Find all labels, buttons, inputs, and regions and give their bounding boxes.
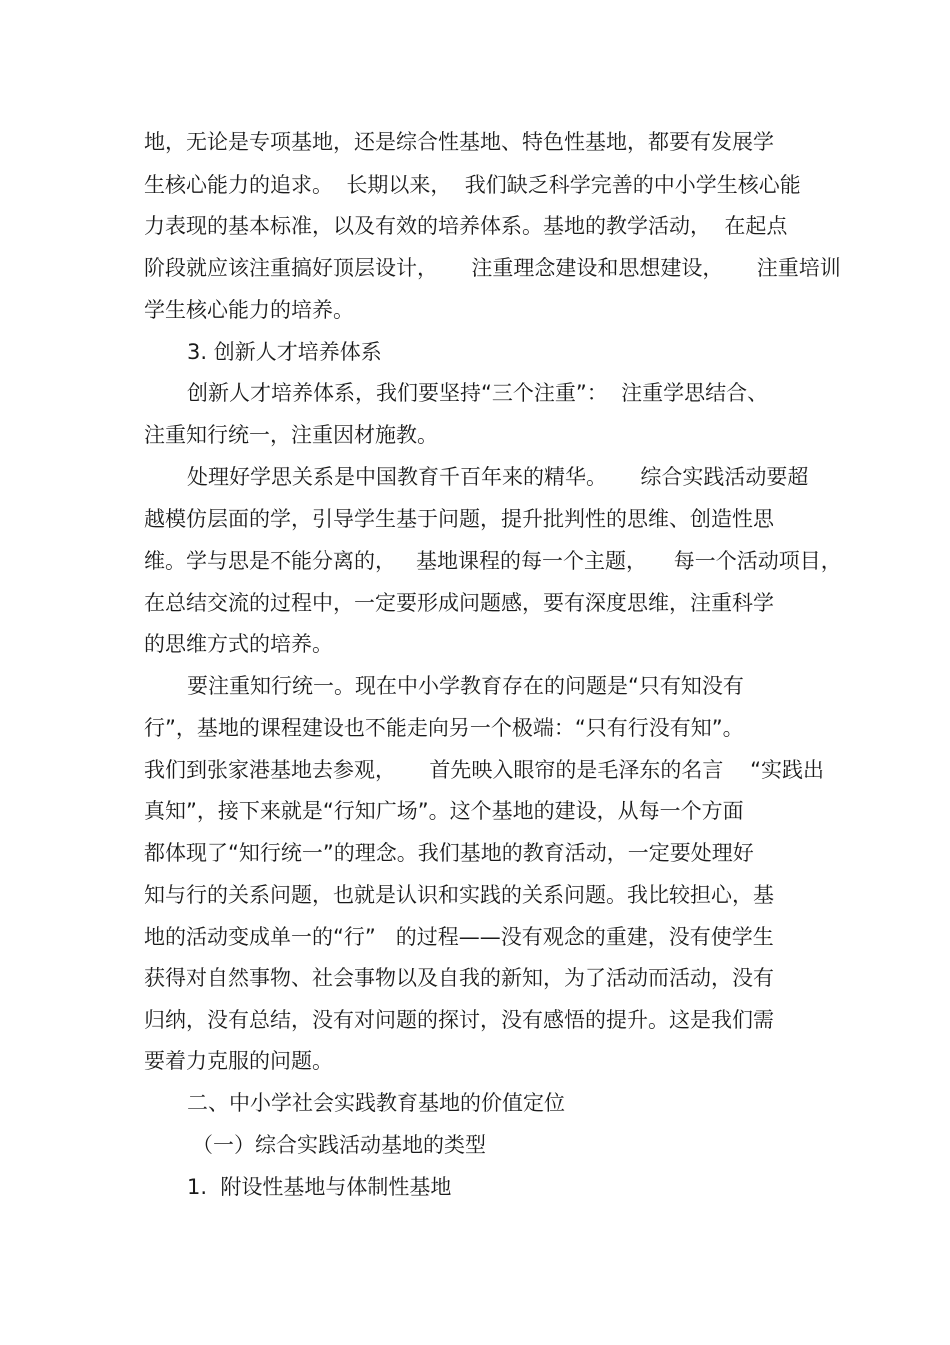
text-line: 知与行的关系问题，也就是认识和实践的关系问题。我比较担心，基 bbox=[144, 883, 774, 907]
text-line: 的思维方式的培养。 bbox=[144, 632, 333, 656]
text-line: 我们到张家港基地去参观， 首先映入眼帘的是毛泽东的名言 “实践出 bbox=[144, 758, 824, 782]
text-line: 生核心能力的追求。 长期以来， 我们缺乏科学完善的中小学生核心能 bbox=[144, 173, 801, 197]
text-line: 地，无论是专项基地，还是综合性基地、特色性基地，都要有发展学 bbox=[144, 130, 774, 154]
text-line: 归纳，没有总结，没有对问题的探讨，没有感悟的提升。这是我们需 bbox=[144, 1008, 774, 1032]
text-line: 学生核心能力的培养。 bbox=[144, 298, 354, 322]
text-line: 在总结交流的过程中，一定要形成问题感，要有深度思维，注重科学 bbox=[144, 591, 774, 615]
text-line: 要注重知行统一。现在中小学教育存在的问题是“只有知没有 bbox=[187, 674, 744, 698]
section-heading: 3. 创新人才培养体系 bbox=[187, 340, 382, 364]
text-line: 获得对自然事物、社会事物以及自我的新知，为了活动而活动，没有 bbox=[144, 966, 774, 990]
text-line: 都体现了“知行统一”的理念。我们基地的教育活动，一定要处理好 bbox=[144, 841, 754, 865]
text-line: 创新人才培养体系，我们要坚持“三个注重”： 注重学思结合、 bbox=[187, 381, 769, 405]
text-line: 真知”，接下来就是“行知广场”。这个基地的建设，从每一个方面 bbox=[144, 799, 744, 823]
subsection-heading: 1. 附设性基地与体制性基地 bbox=[187, 1175, 452, 1199]
text-line: 越模仿层面的学，引导学生基于问题，提升批判性的思维、创造性思 bbox=[144, 507, 774, 531]
text-line: 要着力克服的问题。 bbox=[144, 1049, 333, 1073]
text-line: 力表现的基本标准，以及有效的培养体系。基地的教学活动， 在起点 bbox=[144, 214, 788, 238]
text-line: 注重知行统一，注重因材施教。 bbox=[144, 423, 438, 447]
text-line: 维。学与思是不能分离的， 基地课程的每一个主题， 每一个活动项目， bbox=[144, 549, 842, 573]
section-heading: 二、中小学社会实践教育基地的价值定位 bbox=[187, 1091, 565, 1115]
text-line: 阶段就应该注重搞好顶层设计， 注重理念建设和思想建设， 注重培训 bbox=[144, 256, 841, 280]
subsection-heading: （一）综合实践活动基地的类型 bbox=[192, 1133, 486, 1157]
text-line: 处理好学思关系是中国教育千百年来的精华。 综合实践活动要超 bbox=[187, 465, 809, 489]
text-line: 地的活动变成单一的“行” 的过程——没有观念的重建，没有使学生 bbox=[144, 925, 774, 949]
text-line: 行”，基地的课程建设也不能走向另一个极端：“只有行没有知”。 bbox=[144, 716, 744, 740]
